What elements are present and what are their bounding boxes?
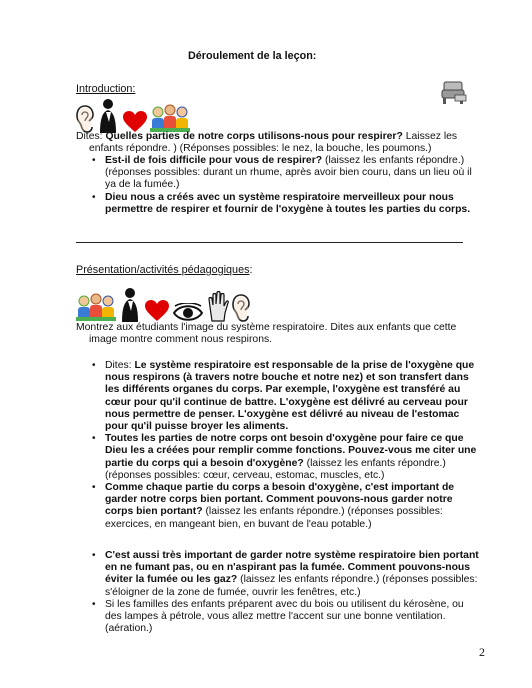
- list-item: • Toutes les parties de notre corps ont besoin d'oxygène pour faire ce que Dieu les a créées pour remplir comme fonctions. Pouvez-vous me citer une partie du corps qui a besoin d'oxygène? (laissez les enfants répondre.) (réponses possibles: cœur, cerveau, estomac, muscles, etc.): [105, 433, 485, 482]
- intro-b2-line2: permettre de respirer et fournir de l'oxygène à toutes les parties du corps.: [105, 203, 471, 215]
- children-group-icon: [150, 104, 190, 134]
- praying-person-icon: [96, 98, 120, 134]
- p4-line2: en ne fumant pas, ou en n'aspirant pas la fumée. Comment pouvons-nous: [105, 562, 471, 574]
- p4-line1: C'est aussi très important de garder notre système respiratoire bien portant: [105, 550, 479, 561]
- presentation-intro-line2: image montre comment nous respirons.: [89, 334, 273, 346]
- p3-line4: exercices, en mangeant bien, en buvant de l'eau potable.): [105, 518, 372, 530]
- presentation-icon-strip: [76, 283, 250, 323]
- presentation-bullet-list: [92, 360, 485, 531]
- p5-line1: Si les familles des enfants préparent avec du bois ou utilisent du kérosène, ou: [105, 598, 464, 610]
- section-divider: [76, 242, 463, 243]
- ear-icon: [76, 104, 94, 134]
- presentation-heading: [76, 264, 252, 276]
- p4-line3-rest: (laissez les enfants répondre.) (réponses possibles:: [237, 574, 478, 586]
- intro-b1-line3: ya de la fumée.): [105, 179, 180, 191]
- presentation-intro-line1: Montrez aux étudiants l'image du système respiratoire. Dites aux enfants que cette: [76, 322, 457, 333]
- p1-line3: les différents organes du corps. Par exemple, l'oxygène est transféré au: [105, 384, 461, 396]
- intro-b2-line1: Dieu nous a créés avec un système respiratoire merveilleux pour nous: [105, 191, 454, 203]
- list-item: • Comme chaque partie du corps a besoin d'oxygène, c'est important de garder notre corps bien portant. Comment pouvons-nous garder notre corps bien portant? (laissez les enfants répondre.) (réponses possibles: exercices, en mangeant bien, en buvant de l'eau potable.): [105, 482, 485, 531]
- ear-icon: [232, 293, 250, 323]
- p3-line3-question: corps bien portant?: [105, 506, 203, 518]
- eye-icon: [172, 303, 204, 323]
- list-item: • Est-il de fois difficile pour vous de respirer? (laissez les enfants répondre.) (réponses possibles: durant un rhume, après avoir bien couru, dans un lieu où il ya de la fumée.): [105, 155, 485, 192]
- intro-icon-strip: [76, 94, 190, 134]
- intro-dites-paragraph: [76, 131, 476, 155]
- p1-line5: nous permettre de penser. L'oxygène est délivré au niveau de l'estomac: [105, 408, 460, 420]
- p1-prefix: Dites:: [105, 360, 135, 371]
- page-number: 2: [479, 645, 485, 659]
- p5-line3: (aération.): [105, 623, 153, 635]
- praying-person-icon: [118, 287, 142, 323]
- p4-line4: s'éloigner de la zone de fumée, ouvrir les fenêtres, etc.): [105, 586, 361, 598]
- p2-line1: Toutes les parties de notre corps ont besoin d'oxygène pour faire ce que: [105, 433, 464, 445]
- page-title: Déroulement de la leçon:: [188, 50, 317, 62]
- intro-b1-line2: (réponses possibles: durant un rhume, après avoir bien couru, dans un lieu où il: [105, 167, 472, 179]
- p2-line3-rest: (laissez les enfants répondre.): [303, 457, 446, 469]
- intro-question-rest: Laissez les: [402, 131, 458, 142]
- p2-line2: Dieu les a créées pour remplir comme fonctions. Pouvez-vous me citer une: [105, 445, 477, 457]
- presentation-bullet-list-2: [92, 550, 495, 635]
- intro-heading-text: Introduction:: [76, 83, 136, 95]
- p1-line6: pour qu'il puisse broyer les aliments.: [105, 421, 289, 433]
- p1-line2: nous respirons (à travers notre bouche et notre nez) et son transfert dans: [105, 372, 469, 384]
- presentation-heading-colon: :: [249, 264, 253, 276]
- intro-b1-question: Est-il de fois difficile pour vous de respirer?: [105, 155, 323, 166]
- p2-line4: (réponses possibles: cœur, cerveau, estomac, muscles, etc.): [105, 469, 385, 481]
- list-item: • Si les familles des enfants préparent avec du bois ou utilisent du kérosène, ou des lampes à pétrole, vous allez mettre l'accent sur une bonne ventilation. (aération.): [105, 599, 495, 636]
- p2-line3-question: partie du corps qui a besoin d'oxygène?: [105, 457, 304, 469]
- p3-line3-rest: (laissez les enfants répondre.) (réponses possibles:: [202, 506, 443, 518]
- p3-line1: Comme chaque partie du corps a besoin d'oxygène, c'est important de: [105, 482, 455, 494]
- intro-answer-line: enfants répondre. ) (Réponses possibles: le nez, la bouche, les poumons.): [89, 143, 432, 155]
- p4-line3-question: éviter la fumée ou les gaz?: [105, 574, 238, 586]
- children-group-icon: [76, 293, 116, 323]
- presentation-intro-paragraph: [76, 322, 476, 346]
- presentation-heading-text: Présentation/activités pédagogiques: [76, 264, 250, 276]
- intro-b1-rest: (laissez les enfants répondre.): [322, 155, 465, 166]
- hand-icon: [206, 291, 230, 323]
- list-item: • C'est aussi très important de garder notre système respiratoire bien portant en ne fumant pas, ou en n'aspirant pas la fumée. Comment pouvons-nous éviter la fumée ou les gaz? (laissez les enfants répondre.) (réponses possibles: s'éloigner de la zone de fumée, ouvrir les fenêtres, etc.): [105, 550, 495, 599]
- dites-prefix: Dites:: [76, 131, 106, 142]
- armchair-icon: [441, 80, 467, 106]
- intro-question: Quelles parties de notre corps utilisons-nous pour respirer?: [105, 131, 403, 142]
- p1-line4: cœur pour qu'il continue de battre. L'oxygène est délivré au cerveau pour: [105, 396, 468, 408]
- intro-bullet-list: [92, 155, 485, 216]
- list-item: • Dites: Le système respiratoire est responsable de la prise de l'oxygène que nous respirons (à travers notre bouche et notre nez) et son transfert dans les différents organes du corps. Par exemple, l'oxygène est transféré au cœur pour qu'il continue de battre. L'oxygène est délivré au cerveau pour nous permettre de penser. L'oxygène est délivré au niveau de l'estomac pour qu'il puisse broyer les aliments.: [105, 360, 485, 433]
- p3-line2: garder notre corps bien portant. Comment pouvons-nous garder notre: [105, 494, 453, 506]
- p1-line1: Le système respiratoire est responsable de la prise de l'oxygène que: [134, 360, 475, 371]
- heart-icon: [144, 299, 170, 323]
- p5-line2: des lampes à pétrole, vous allez mettre l'accent sur une bonne ventilation.: [105, 611, 446, 623]
- list-item: • Dieu nous a créés avec un système respiratoire merveilleux pour nous permettre de respirer et fournir de l'oxygène à toutes les parties du corps.: [105, 192, 485, 216]
